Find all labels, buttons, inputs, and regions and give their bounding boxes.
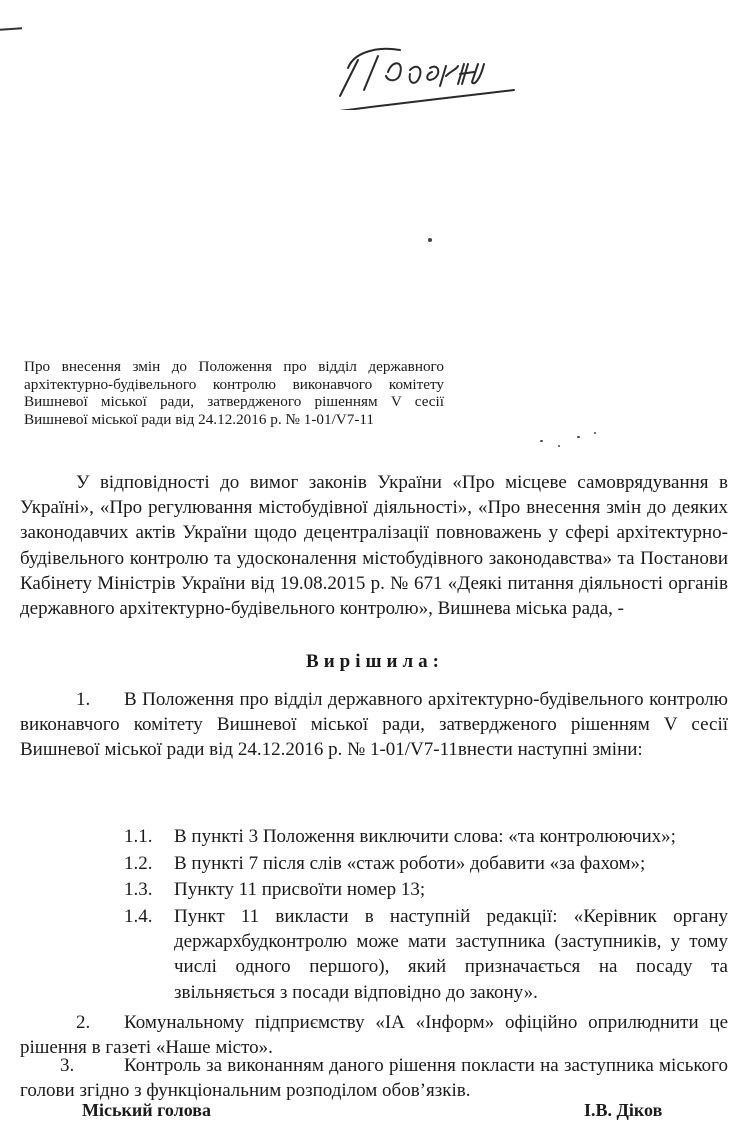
item-text: Пункт 11 викласти в наступній редакції: «Керівник органу держархбудконтролю може мати заступника (заступників, у тому числі одного першого), який призначається на посаду та звільняється з посади відповідно до закону».	[174, 906, 728, 1003]
item-text: Комунальному підприємству «ІА «Інформ» офіційно оприлюднити це рішення в газеті «Наше місто».	[20, 1012, 728, 1059]
resolution-heading: Вирішила:	[306, 651, 444, 672]
item-number: 1.	[76, 689, 91, 710]
document-subject: Про внесення змін до Положення про відділ державного архітектурно-будівельного контролю виконавчого комітету Вишневої міської ради, затвердженого рішенням V сесії Вишневої міської ради від 24.12.2016 р. № 1-01/V7-11	[24, 358, 444, 428]
preamble-paragraph: У відповідності до вимог законів України «Про місцеве самоврядування в Україні», «Про регулювання містобудівної діяльності», «Про внесення змін до деяких законодавчих актів України щодо децентралізації повноважень у сфері архітектурно-будівельного контролю та удосконалення містобудівного законодавства» та Постанови Кабінету Міністрів України від 19.08.2015 р. № 671 «Деякі питання діяльності органів державного архітектурно-будівельного контролю», Вишнева міська рада, -	[20, 472, 728, 620]
item-number: 1.3.	[124, 879, 153, 900]
handwriting-graphic	[318, 30, 518, 110]
scan-speck	[428, 238, 432, 242]
signatory-name: І.В. Діков	[584, 1100, 663, 1120]
item-text: В пункті 7 після слів «стаж роботи» добавити «за фахом»;	[174, 853, 646, 874]
item-text: Пункту 11 присвоїти номер 13;	[174, 879, 426, 900]
scan-mark	[0, 27, 22, 31]
signatory-title: Міський голова	[82, 1100, 211, 1120]
item-number: 2.	[76, 1012, 91, 1033]
item-number: 3.	[60, 1055, 75, 1076]
item-text: В Положення про відділ державного архітектурно-будівельного контролю виконавчого комітету Вишневої міської ради, затвердженого рішенням V сесії Вишневої міської ради від 24.12.2016 р. № 1-01/V7-11внести наступні зміни:	[20, 689, 728, 761]
item-text: В пункті 3 Положення виключити слова: «та контролюючих»;	[174, 826, 676, 847]
item-number: 1.1.	[124, 826, 153, 847]
scan-speck	[540, 440, 543, 442]
scan-speck	[577, 436, 580, 438]
scan-speck	[594, 432, 596, 434]
draft-handwritten-stamp	[318, 30, 518, 110]
item-text: Контроль за виконанням даного рішення покласти на заступника міського голови згідно з функціональним розподілом обов’язків.	[20, 1055, 728, 1102]
scan-speck	[558, 445, 560, 447]
item-number: 1.4.	[124, 906, 153, 927]
item-number: 1.2.	[124, 853, 153, 874]
